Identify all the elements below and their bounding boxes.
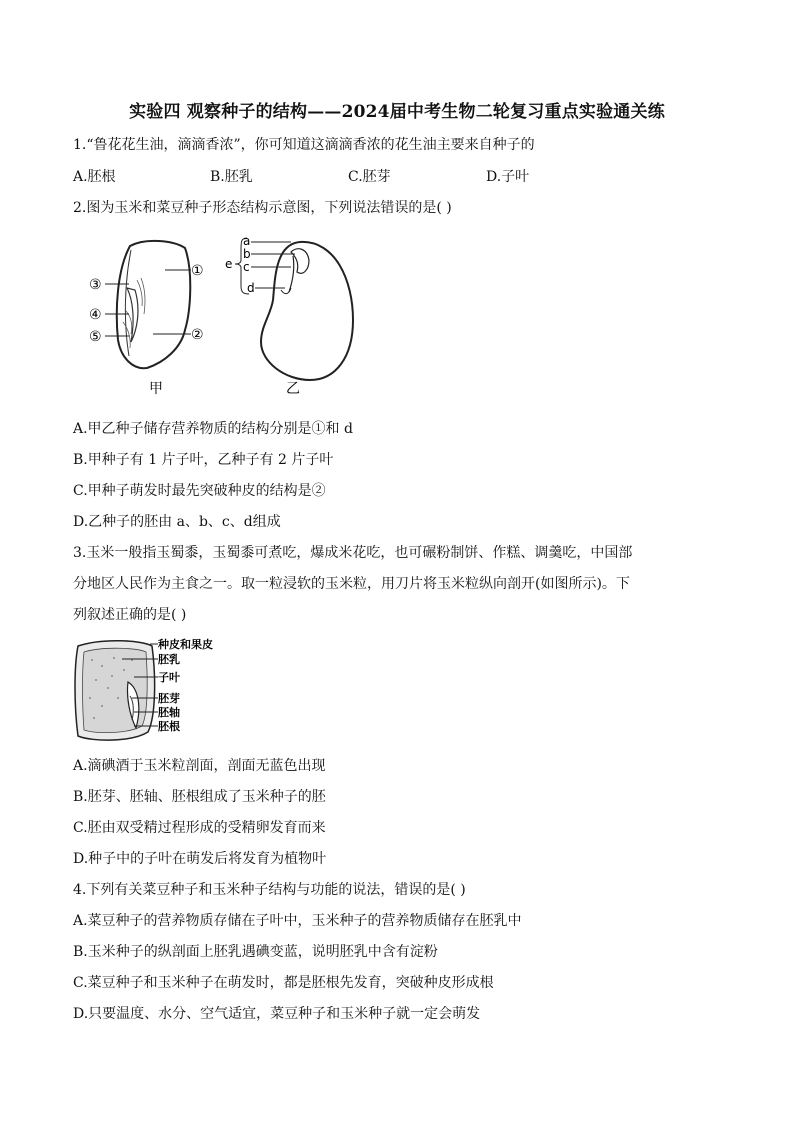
jia-label-3: ③ bbox=[89, 277, 102, 293]
q1-option-a: A.胚根 bbox=[73, 169, 116, 185]
yi-caption: 乙 bbox=[286, 381, 300, 397]
page-title: 实验四 观察种子的结构——2024届中考生物二轮复习重点实验通关练 bbox=[129, 102, 665, 122]
yi-label-b: b bbox=[243, 247, 251, 261]
corn-kernel-section-figure bbox=[72, 636, 232, 746]
kernel-label-cotyledon: 子叶 bbox=[158, 671, 180, 684]
question-3-stem-line-2: 分地区人民作为主食之一。取一粒浸软的玉米粒，用刀片将玉米粒纵向剖开(如图所示)。下 bbox=[73, 576, 630, 592]
q3-option-c: C.胚由双受精过程形成的受精卵发育而来 bbox=[73, 820, 326, 836]
jia-label-2: ② bbox=[191, 327, 204, 343]
jia-caption: 甲 bbox=[149, 381, 163, 397]
jia-label-1: ① bbox=[191, 263, 204, 279]
kernel-label-endosperm: 胚乳 bbox=[158, 653, 180, 666]
jia-label-4: ④ bbox=[89, 307, 102, 323]
yi-label-c: c bbox=[243, 260, 250, 274]
q2-option-c: C.甲种子萌发时最先突破种皮的结构是② bbox=[73, 483, 326, 499]
bean-seed-diagram bbox=[225, 234, 353, 397]
question-1-stem: 1.“鲁花花生油，滴滴香浓”，你可知道这滴滴香浓的花生油主要来自种子的 bbox=[73, 137, 535, 153]
q4-option-d: D.只要温度、水分、空气适宜，菜豆种子和玉米种子就一定会萌发 bbox=[73, 1006, 481, 1022]
q3-option-d: D.种子中的子叶在萌发后将发育为植物叶 bbox=[73, 851, 327, 867]
question-3-stem-line-3: 列叙述正确的是( ) bbox=[73, 607, 187, 623]
corn-bean-seed-figure bbox=[85, 230, 365, 402]
yi-label-d: d bbox=[247, 281, 255, 295]
q2-option-b: B.甲种子有 1 片子叶，乙种子有 2 片子叶 bbox=[73, 452, 334, 468]
kernel-label-plumule: 胚芽 bbox=[158, 692, 180, 705]
question-2-stem: 2.图为玉米和菜豆种子形态结构示意图，下列说法错误的是( ) bbox=[73, 200, 452, 216]
question-4-stem: 4.下列有关菜豆种子和玉米种子结构与功能的说法，错误的是( ) bbox=[73, 882, 466, 898]
q1-option-b: B.胚乳 bbox=[210, 169, 253, 185]
q4-option-a: A.菜豆种子的营养物质存储在子叶中，玉米种子的营养物质储存在胚乳中 bbox=[73, 913, 522, 929]
q2-option-d: D.乙种子的胚由 a、b、c、d组成 bbox=[73, 514, 281, 530]
yi-label-a: a bbox=[243, 234, 251, 248]
q1-option-d: D.子叶 bbox=[486, 169, 530, 185]
q3-option-a: A.滴碘酒于玉米粒剖面，剖面无蓝色出现 bbox=[73, 758, 326, 774]
yi-label-e: e bbox=[225, 257, 233, 271]
q4-option-b: B.玉米种子的纵剖面上胚乳遇碘变蓝，说明胚乳中含有淀粉 bbox=[73, 944, 438, 960]
kernel-label-radicle: 胚根 bbox=[158, 720, 180, 733]
q1-option-c: C.胚芽 bbox=[348, 169, 391, 185]
q2-option-a: A.甲乙种子储存营养物质的结构分别是①和 d bbox=[73, 421, 353, 437]
kernel-label-hypocotyl: 胚轴 bbox=[158, 706, 180, 719]
question-3-stem-line-1: 3.玉米一般指玉蜀黍，玉蜀黍可煮吃，爆成米花吃，也可碾粉制饼、作糕、调羹吃，中国部 bbox=[73, 545, 633, 561]
corn-seed-diagram bbox=[89, 241, 204, 397]
jia-label-5: ⑤ bbox=[89, 329, 102, 345]
kernel-label-seed-coat: 种皮和果皮 bbox=[158, 638, 213, 651]
q3-option-b: B.胚芽、胚轴、胚根组成了玉米种子的胚 bbox=[73, 789, 326, 805]
q4-option-c: C.菜豆种子和玉米种子在萌发时，都是胚根先发育，突破种皮形成根 bbox=[73, 975, 494, 991]
